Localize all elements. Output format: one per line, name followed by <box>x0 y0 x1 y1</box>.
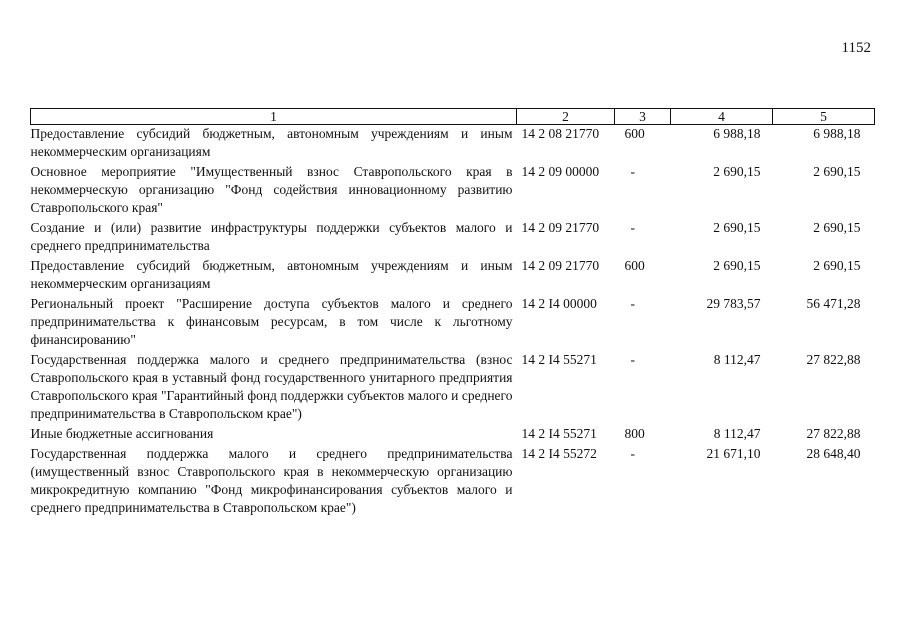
row-code: 14 2 I4 55271 <box>521 352 597 367</box>
row-amount-2: 27 822,88 <box>806 352 861 367</box>
row-name: Предоставление субсидий бюджетным, автономным учреждениям и иным некоммерческим организациям <box>30 258 513 291</box>
header-col-1: 1 <box>31 109 517 125</box>
row-amount-1: 2 690,15 <box>713 220 761 235</box>
row-code: 14 2 08 21770 <box>521 126 600 141</box>
row-type: - <box>630 296 635 311</box>
row-name: Создание и (или) развитие инфраструктуры поддержки субъектов малого и среднего предпринимательства <box>30 220 513 253</box>
header-row <box>31 109 875 125</box>
row-amount-2: 28 648,40 <box>806 446 861 461</box>
row-amount-2: 2 690,15 <box>813 164 861 179</box>
row-type: 800 <box>624 426 645 441</box>
row-amount-2: 2 690,15 <box>813 220 861 235</box>
row-code: 14 2 I4 55271 <box>521 426 597 441</box>
row-name: Основное мероприятие "Имущественный взнос Ставропольского края в некоммерческую организацию "Фонд содействия инновационному развитию Ставропольского края" <box>30 164 513 215</box>
table-row <box>31 125 875 164</box>
row-name: Иные бюджетные ассигнования <box>30 426 214 441</box>
header-col-2: 2 <box>517 109 615 125</box>
row-amount-2: 27 822,88 <box>806 426 861 441</box>
page-number: 1152 <box>841 40 871 56</box>
row-name: Государственная поддержка малого и среднего предпринимательства (имущественный взнос Ставропольского края в некоммерческую организацию микрокредитную компанию "Фонд микрофинансирования субъектов малого и среднего предпринимательства в Ставропольском крае") <box>30 446 513 515</box>
budget-table <box>30 108 875 519</box>
table-row <box>31 295 875 351</box>
header-col-4: 4 <box>671 109 773 125</box>
row-code: 14 2 09 21770 <box>521 220 600 235</box>
table-row <box>31 445 875 519</box>
table-row <box>31 351 875 425</box>
row-type: - <box>630 352 635 367</box>
row-name: Государственная поддержка малого и среднего предпринимательства (взнос Ставропольского края в уставный фонд государственного унитарного предприятия Ставропольского края "Гарантийный фонд поддержки субъектов малого и среднего предпринимательства в Ставропольском крае") <box>30 352 513 421</box>
table-row <box>31 257 875 295</box>
row-type: 600 <box>624 126 645 141</box>
row-code: 14 2 09 00000 <box>521 164 600 179</box>
row-amount-2: 56 471,28 <box>806 296 861 311</box>
row-amount-1: 21 671,10 <box>706 446 761 461</box>
row-name: Предоставление субсидий бюджетным, автономным учреждениям и иным некоммерческим организациям <box>30 126 513 159</box>
table-row <box>31 163 875 219</box>
row-type: - <box>630 220 635 235</box>
row-type: - <box>630 446 635 461</box>
row-amount-1: 2 690,15 <box>713 258 761 273</box>
header-col-5: 5 <box>773 109 875 125</box>
row-amount-2: 6 988,18 <box>813 126 861 141</box>
table-body <box>31 125 875 520</box>
row-amount-1: 8 112,47 <box>713 426 761 441</box>
row-type: 600 <box>624 258 645 273</box>
row-amount-1: 2 690,15 <box>713 164 761 179</box>
row-amount-1: 8 112,47 <box>713 352 761 367</box>
header-col-3: 3 <box>615 109 671 125</box>
row-amount-1: 6 988,18 <box>713 126 761 141</box>
table-row <box>31 425 875 445</box>
row-code: 14 2 I4 00000 <box>521 296 597 311</box>
row-amount-2: 2 690,15 <box>813 258 861 273</box>
row-type: - <box>630 164 635 179</box>
row-code: 14 2 09 21770 <box>521 258 600 273</box>
table-header <box>31 109 875 125</box>
table-row <box>31 219 875 257</box>
row-amount-1: 29 783,57 <box>706 296 761 311</box>
row-name: Региональный проект "Расширение доступа субъектов малого и среднего предпринимательства к финансовым ресурсам, в том числе к льготному финансированию" <box>30 296 513 347</box>
row-code: 14 2 I4 55272 <box>521 446 597 461</box>
